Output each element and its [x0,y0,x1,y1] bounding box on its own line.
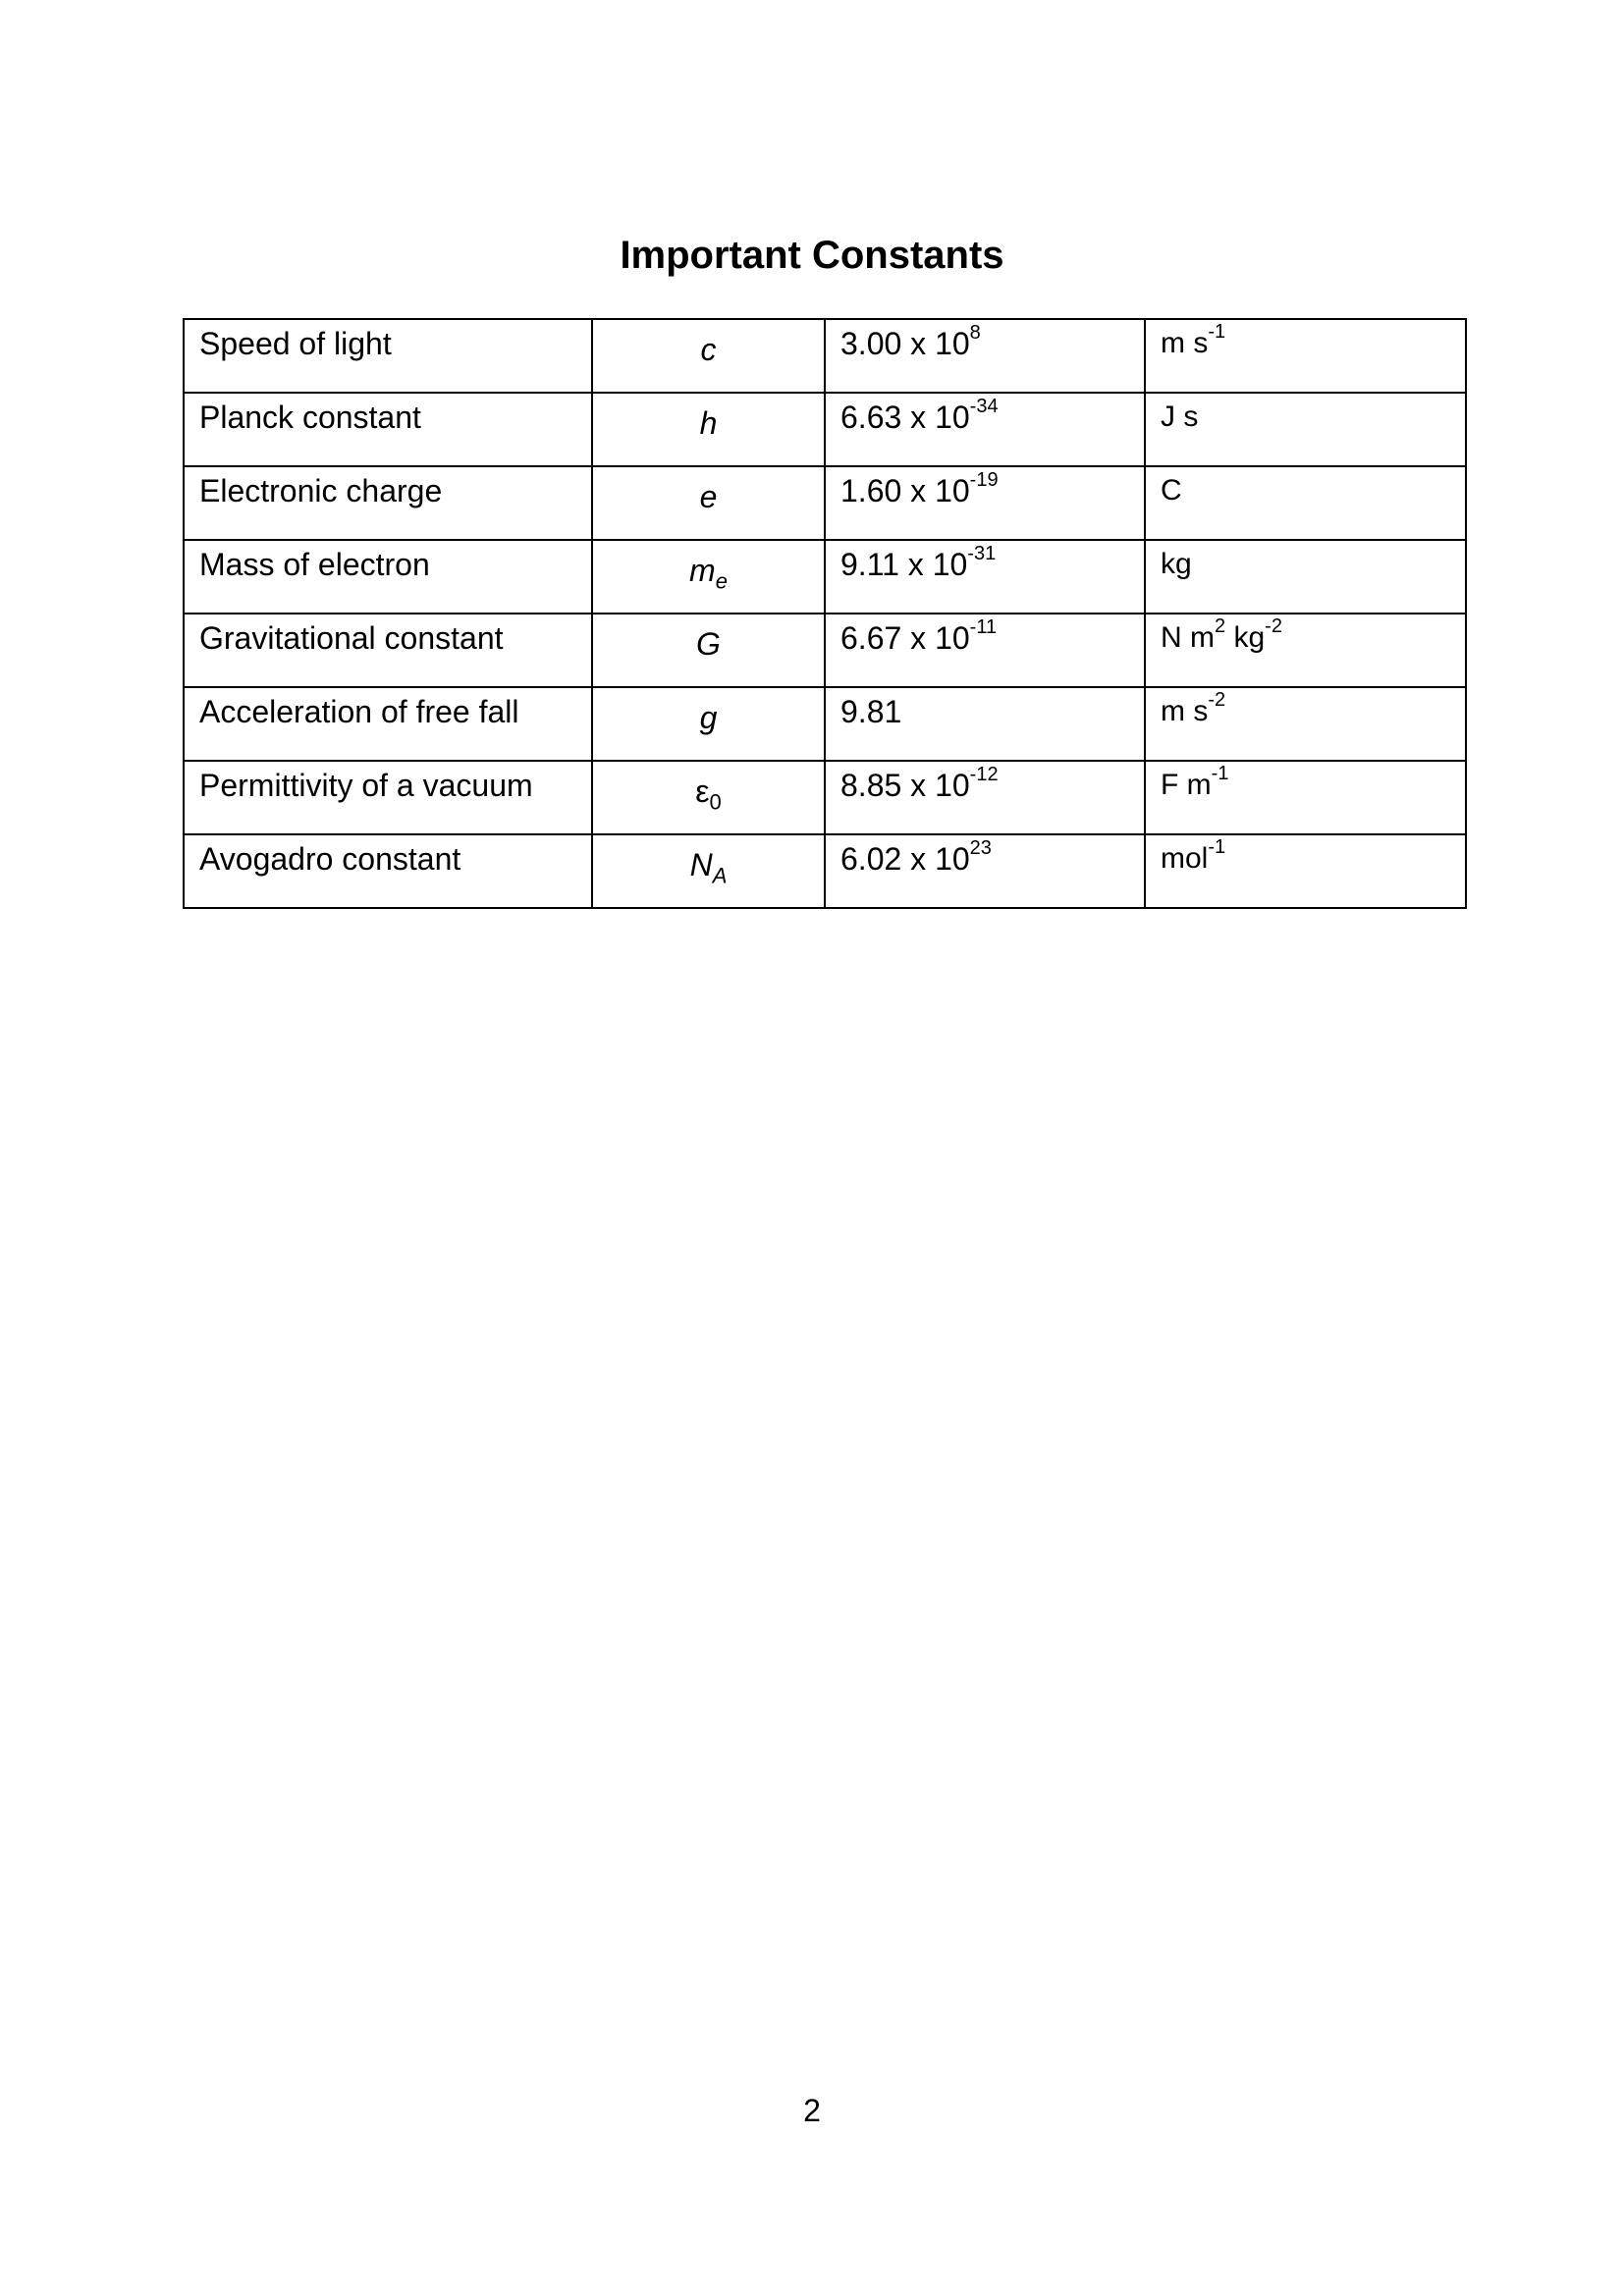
constant-value-exponent: 23 [969,837,992,860]
constant-name-cell [184,319,592,393]
constant-name: Avogadro constant [199,841,461,877]
constant-symbol-cell [592,614,825,687]
unit-text: C [1161,474,1182,507]
constant-unit-cell [1145,761,1466,834]
constant-value [826,614,1144,656]
constant-symbol-cell [592,466,825,540]
constant-row [184,319,1466,393]
unit-text: kg [1225,621,1266,654]
page-title: Important Constants [620,234,1004,277]
constant-value-exponent: 8 [969,322,981,345]
constant-name-cell [184,761,592,834]
constant-value [826,835,1144,877]
constant-symbol-cell [592,834,825,908]
constant-row [184,834,1466,908]
constant-value-cell [825,834,1145,908]
constant-symbol-subscript: e [715,568,728,594]
constant-symbol [593,541,824,594]
constant-value-cell [825,687,1145,761]
constant-unit-cell [1145,393,1466,466]
constant-value-cell [825,319,1145,393]
constant-value-cell [825,614,1145,687]
constant-unit-cell [1145,466,1466,540]
unit-exponent: -2 [1208,689,1226,711]
constant-symbol [593,614,824,662]
constant-name: Permittivity of a vacuum [199,768,533,803]
constant-value-base: 3.00 x 10 [840,326,970,361]
unit-text: F m [1161,769,1212,801]
constant-unit-cell [1145,614,1466,687]
constant-value-base: 6.02 x 10 [840,841,970,877]
constant-value-cell [825,540,1145,614]
constant-symbol-subscript: 0 [709,789,722,815]
constant-symbol-letter: g [699,700,718,735]
constant-value-cell [825,393,1145,466]
unit-text: kg [1161,548,1192,580]
constant-symbol-cell [592,687,825,761]
constant-unit-cell [1145,540,1466,614]
constant-name-cell [184,614,592,687]
constant-symbol-cell [592,761,825,834]
constant-unit [1146,835,1465,877]
constant-symbol-cell [592,540,825,614]
constant-symbol [593,467,824,514]
constant-value [826,688,1144,729]
unit-text: N m [1161,621,1215,654]
constants-table-body [184,319,1466,908]
unit-text: m s [1161,695,1209,727]
constant-symbol [593,394,824,441]
constant-value-exponent: -12 [969,764,999,786]
constant-symbol [593,762,824,815]
page-number: 2 [803,2093,821,2128]
constant-value [826,762,1144,803]
constant-value-base: 6.63 x 10 [840,400,970,435]
constant-value [826,541,1144,582]
constant-name: Acceleration of free fall [199,694,519,729]
constant-unit [1146,394,1465,435]
constant-value-base: 1.60 x 10 [840,473,970,508]
constants-table [183,318,1467,909]
constant-value-exponent: -31 [967,543,997,565]
unit-exponent: 2 [1215,615,1226,637]
constant-name: Electronic charge [199,473,443,508]
constant-name: Mass of electron [199,547,430,582]
constant-name-cell [184,687,592,761]
constant-unit [1146,320,1465,361]
unit-text: mol [1161,842,1209,875]
constant-unit-cell [1145,834,1466,908]
unit-exponent: -2 [1265,615,1282,637]
constant-row [184,540,1466,614]
constant-name-cell [184,393,592,466]
constant-unit [1146,688,1465,729]
constant-row [184,614,1466,687]
constant-symbol-letter: h [699,405,718,441]
constant-row [184,687,1466,761]
constant-value-exponent: -34 [969,396,999,418]
constant-value-exponent: -11 [969,616,998,639]
unit-text: J s [1161,400,1199,433]
constant-unit-cell [1145,319,1466,393]
constant-unit [1146,614,1465,656]
constant-value-exponent: -19 [969,469,999,492]
constant-symbol-letter: ε [695,774,710,809]
constant-name: Gravitational constant [199,620,504,656]
unit-exponent: -1 [1208,321,1226,343]
constant-symbol-letter: G [696,626,721,662]
constant-name: Speed of light [199,326,392,361]
constant-symbol-cell [592,319,825,393]
unit-exponent: -1 [1208,836,1226,858]
constant-value-cell [825,466,1145,540]
constant-value-base: 6.67 x 10 [840,620,970,656]
constant-name: Planck constant [199,400,421,435]
constant-unit-cell [1145,687,1466,761]
constant-unit [1146,467,1465,508]
constant-symbol [593,320,824,367]
constant-value [826,394,1144,435]
constant-value [826,467,1144,508]
constant-value [826,320,1144,361]
constant-name-cell [184,540,592,614]
constant-row [184,466,1466,540]
constant-value-base: 9.81 [840,694,902,729]
constant-symbol-letter: c [700,332,717,367]
constant-symbol-cell [592,393,825,466]
constant-value-base: 9.11 x 10 [840,547,968,582]
constant-name-cell [184,466,592,540]
constant-unit [1146,541,1465,582]
unit-exponent: -1 [1211,763,1229,784]
constant-symbol-letter: N [689,847,713,882]
constant-symbol-letter: m [689,553,716,588]
constant-name-cell [184,834,592,908]
constant-symbol-letter: e [699,479,718,514]
constant-symbol [593,835,824,888]
constant-value-base: 8.85 x 10 [840,768,970,803]
constant-symbol-subscript: A [712,863,728,888]
unit-text: m s [1161,327,1209,359]
constant-row [184,761,1466,834]
constant-row [184,393,1466,466]
constant-symbol [593,688,824,735]
constant-unit [1146,762,1465,803]
constant-value-cell [825,761,1145,834]
